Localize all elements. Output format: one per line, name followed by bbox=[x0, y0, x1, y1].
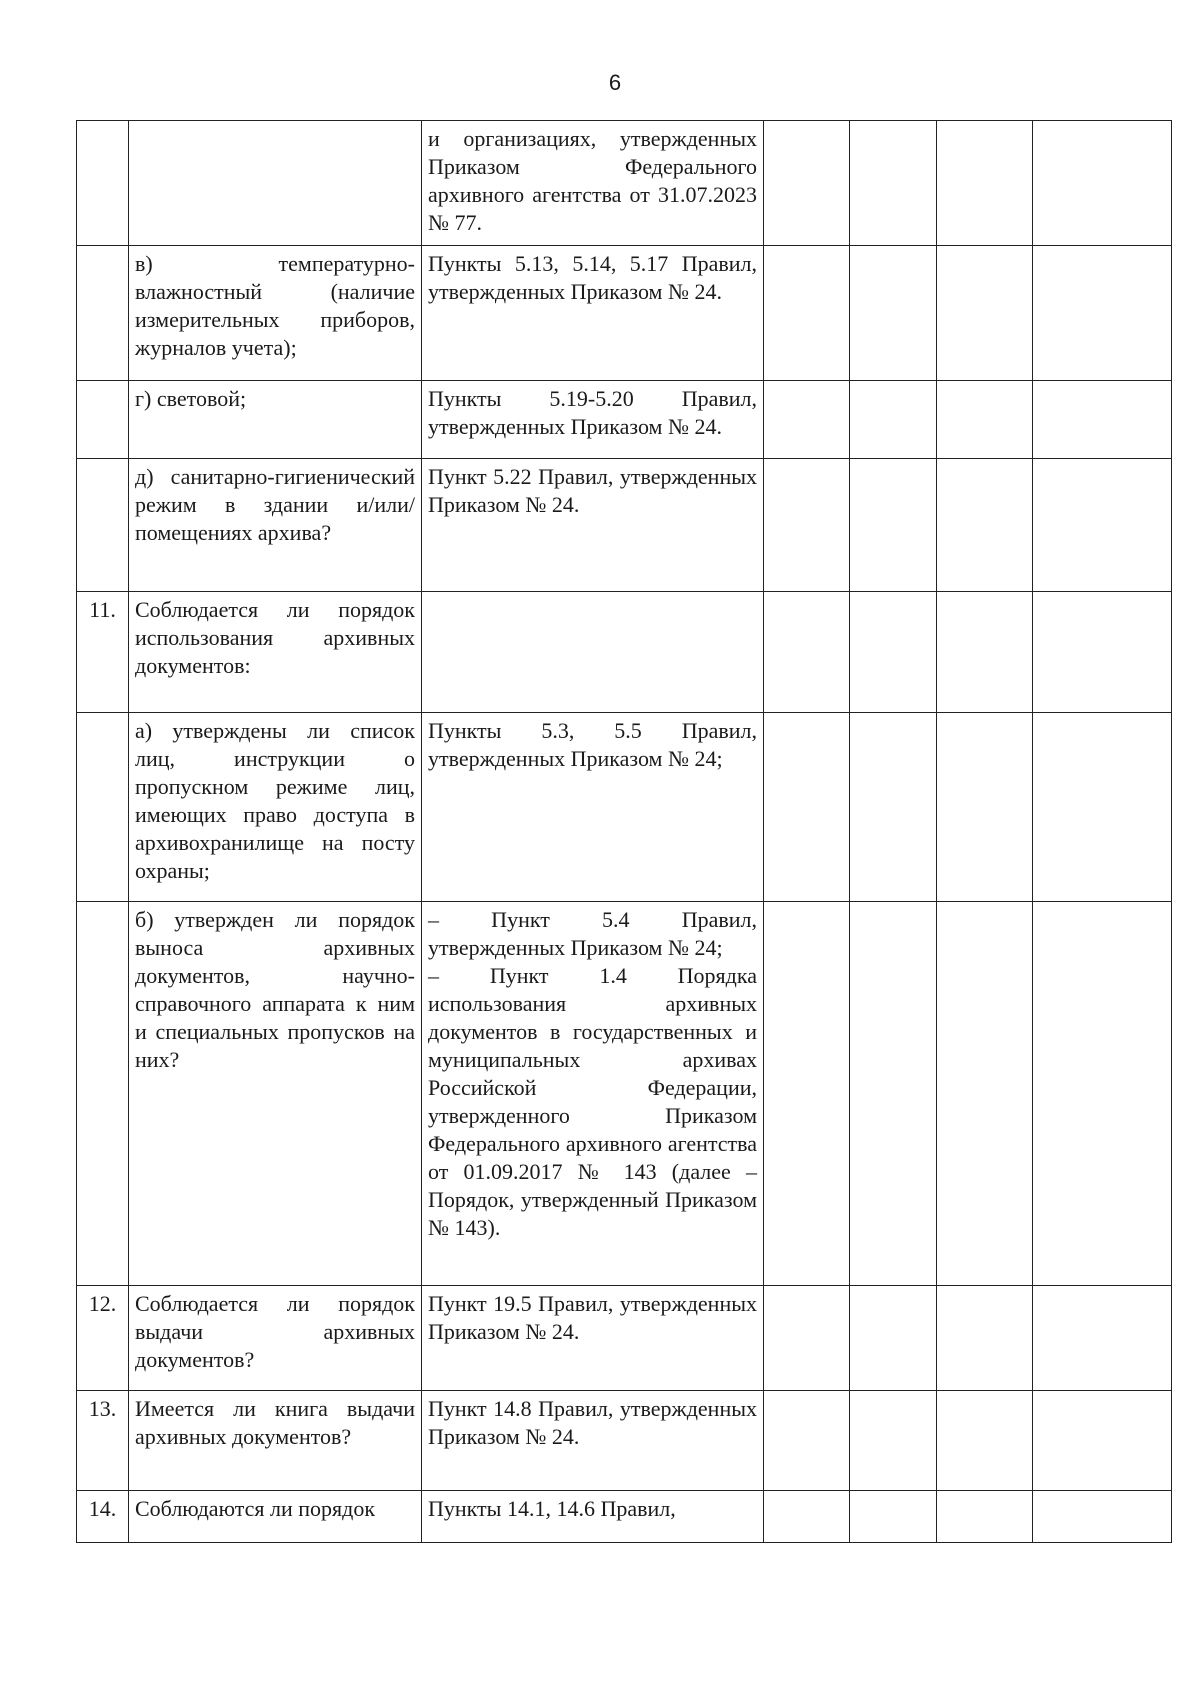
reference-cell bbox=[422, 902, 764, 1286]
table-row bbox=[77, 1491, 1172, 1543]
table-row bbox=[77, 1391, 1172, 1491]
table-row bbox=[77, 1286, 1172, 1391]
note-cell bbox=[1033, 1391, 1172, 1491]
answer-yes-cell bbox=[764, 902, 850, 1286]
note-cell bbox=[1033, 902, 1172, 1286]
question-cell: Соблюдается ли порядок выдачи архивных документов? bbox=[129, 1286, 422, 1391]
answer-yes-cell bbox=[764, 381, 850, 459]
question-cell: б) утвержден ли порядок выноса архивных документов, научно-справочного аппарата к ним и специальных пропусков на них? bbox=[129, 902, 422, 1286]
question-cell: г) световой; bbox=[129, 381, 422, 459]
answer-no-cell bbox=[850, 1391, 937, 1491]
note-cell bbox=[1033, 459, 1172, 592]
row-number bbox=[77, 381, 129, 459]
answer-yes-cell bbox=[764, 246, 850, 381]
answer-no-cell bbox=[850, 592, 937, 713]
row-number: 13. bbox=[77, 1391, 129, 1491]
note-cell bbox=[1033, 381, 1172, 459]
reference-cell: Пункт 19.5 Правил, утвержденных Приказом № 24. bbox=[422, 1286, 764, 1391]
answer-yes-cell bbox=[764, 1391, 850, 1491]
note-cell bbox=[1033, 1491, 1172, 1543]
answer-no-cell bbox=[850, 121, 937, 246]
row-number: 12. bbox=[77, 1286, 129, 1391]
reference-item: – Пункт 1.4 Порядка использования архивных документов в государственных и муниципальных архивах Российской Федерации, утвержденного Приказом Федерального архивного агентства от 01.09.2017 № 143 (далее – Порядок, утвержденный Приказом № 143). bbox=[428, 963, 757, 1240]
table-row bbox=[77, 713, 1172, 902]
table-row bbox=[77, 246, 1172, 381]
question-cell: Соблюдаются ли порядок bbox=[129, 1491, 422, 1543]
answer-no-cell bbox=[850, 1491, 937, 1543]
answer-yes-cell bbox=[764, 1286, 850, 1391]
reference-cell bbox=[422, 592, 764, 713]
checklist-table bbox=[76, 120, 1172, 1543]
row-number bbox=[77, 713, 129, 902]
note-cell bbox=[1033, 592, 1172, 713]
reference-cell: Пункты 5.13, 5.14, 5.17 Правил, утвержденных Приказом № 24. bbox=[422, 246, 764, 381]
row-number bbox=[77, 121, 129, 246]
question-cell: д) санитарно-гигиенический режим в здании и/или/ помещениях архива? bbox=[129, 459, 422, 592]
question-cell bbox=[129, 121, 422, 246]
answer-yes-cell bbox=[764, 713, 850, 902]
question-cell: Соблюдается ли порядок использования архивных документов: bbox=[129, 592, 422, 713]
answer-no-cell bbox=[850, 1286, 937, 1391]
answer-yes-cell bbox=[764, 459, 850, 592]
answer-no-cell bbox=[850, 459, 937, 592]
note-cell bbox=[1033, 246, 1172, 381]
reference-cell: и организациях, утвержденных Приказом Федерального архивного агентства от 31.07.2023 № 77. bbox=[422, 121, 764, 246]
answer-na-cell bbox=[937, 713, 1033, 902]
answer-na-cell bbox=[937, 121, 1033, 246]
answer-no-cell bbox=[850, 381, 937, 459]
question-cell: а) утверждены ли список лиц, инструкции о пропускном режиме лиц, имеющих право доступа в архивохранилище на посту охраны; bbox=[129, 713, 422, 902]
note-cell bbox=[1033, 121, 1172, 246]
reference-cell: Пункты 5.3, 5.5 Правил, утвержденных Приказом № 24; bbox=[422, 713, 764, 902]
answer-yes-cell bbox=[764, 592, 850, 713]
answer-na-cell bbox=[937, 459, 1033, 592]
table-row bbox=[77, 592, 1172, 713]
note-cell bbox=[1033, 1286, 1172, 1391]
answer-na-cell bbox=[937, 246, 1033, 381]
question-cell: в) температурно-влажностный (наличие измерительных приборов, журналов учета); bbox=[129, 246, 422, 381]
row-number: 11. bbox=[77, 592, 129, 713]
answer-yes-cell bbox=[764, 1491, 850, 1543]
row-number bbox=[77, 902, 129, 1286]
row-number: 14. bbox=[77, 1491, 129, 1543]
table-row bbox=[77, 459, 1172, 592]
reference-cell: Пункт 5.22 Правил, утвержденных Приказом № 24. bbox=[422, 459, 764, 592]
answer-na-cell bbox=[937, 1391, 1033, 1491]
reference-cell: Пункты 5.19-5.20 Правил, утвержденных Приказом № 24. bbox=[422, 381, 764, 459]
answer-no-cell bbox=[850, 246, 937, 381]
row-number bbox=[77, 459, 129, 592]
answer-na-cell bbox=[937, 381, 1033, 459]
answer-yes-cell bbox=[764, 121, 850, 246]
table-row bbox=[77, 121, 1172, 246]
answer-no-cell bbox=[850, 902, 937, 1286]
note-cell bbox=[1033, 713, 1172, 902]
reference-cell: Пункт 14.8 Правил, утвержденных Приказом № 24. bbox=[422, 1391, 764, 1491]
answer-na-cell bbox=[937, 902, 1033, 1286]
table-row bbox=[77, 381, 1172, 459]
reference-cell: Пункты 14.1, 14.6 Правил, bbox=[422, 1491, 764, 1543]
answer-na-cell bbox=[937, 1491, 1033, 1543]
answer-na-cell bbox=[937, 592, 1033, 713]
page-number: 6 bbox=[608, 70, 622, 95]
answer-na-cell bbox=[937, 1286, 1033, 1391]
answer-no-cell bbox=[850, 713, 937, 902]
row-number bbox=[77, 246, 129, 381]
reference-item: – Пункт 5.4 Правил, утвержденных Приказом № 24; bbox=[428, 907, 757, 960]
question-cell: Имеется ли книга выдачи архивных документов? bbox=[129, 1391, 422, 1491]
table-row bbox=[77, 902, 1172, 1286]
